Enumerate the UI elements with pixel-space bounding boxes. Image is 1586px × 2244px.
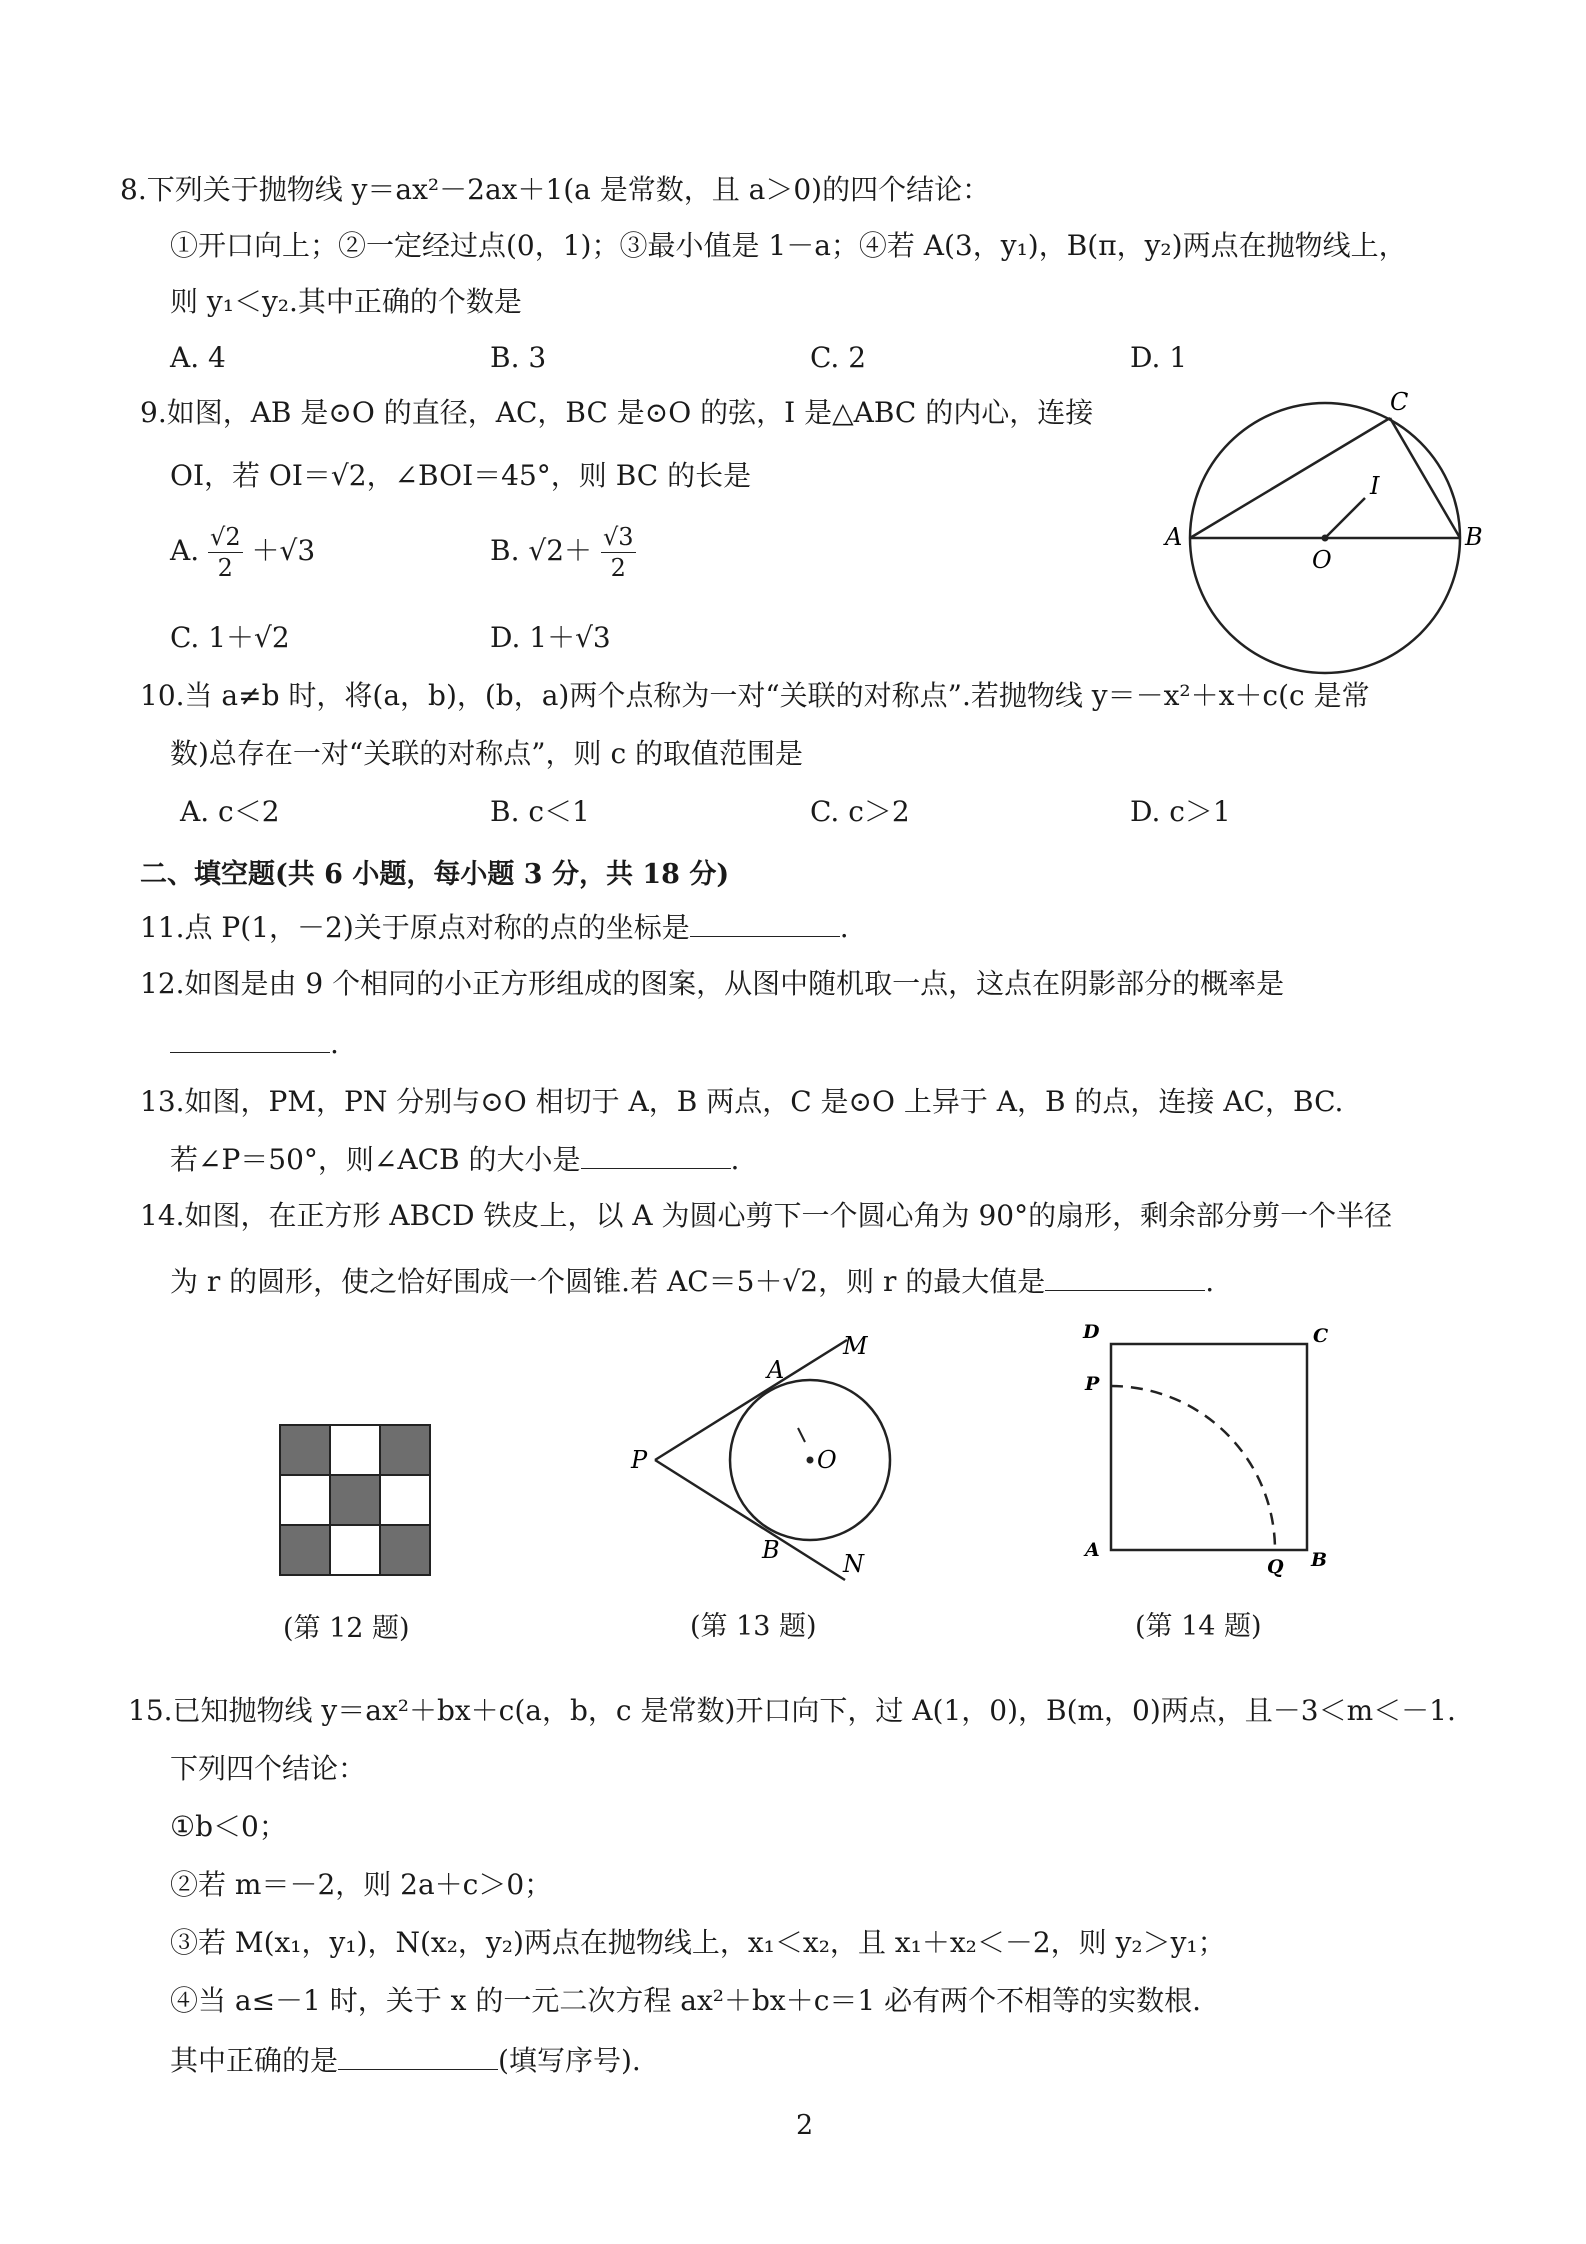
q9-option-b-numerator: √3 <box>602 523 634 551</box>
q9-option-b-prefix: B. √2＋ <box>490 534 593 567</box>
q9-option-d: D. 1＋√3 <box>490 621 611 654</box>
q11-text: 11.点 P(1，－2)关于原点对称的点的坐标是 <box>140 911 690 944</box>
q13-line2 <box>170 1140 739 1178</box>
q8-option-a: A. 4 <box>170 341 226 374</box>
q15-final-line <box>170 2041 641 2079</box>
q14-label-c: C <box>1313 1325 1329 1347</box>
q9-point-o <box>1322 535 1329 542</box>
caption-q14: (第 14 题) <box>1135 1611 1262 1642</box>
q9-option-c: C. 1＋√2 <box>170 621 290 654</box>
q13-point-o <box>807 1457 814 1464</box>
q15-conclusion-3: ③若 M(x₁，y₁)，N(x₂，y₂)两点在抛物线上，x₁＜x₂，且 x₁＋x₂＜－2，则 y₂＞y₁； <box>170 1926 1226 1959</box>
q9-label-c: C <box>1390 388 1409 416</box>
q9-option-a-prefix: A. <box>170 534 200 567</box>
q13-tangent-pm <box>655 1340 847 1460</box>
q14-label-d: D <box>1083 1321 1100 1343</box>
q12-answer-blank[interactable] <box>170 1024 330 1053</box>
q9-option-b-fraction <box>601 522 636 583</box>
q12-period: . <box>330 1027 339 1060</box>
q9-option-a-numerator: √2 <box>210 523 241 551</box>
q14-label-b: B <box>1311 1549 1328 1571</box>
q14-answer-blank[interactable] <box>1045 1262 1205 1291</box>
q9-option-b <box>490 522 636 583</box>
q11-answer-blank[interactable] <box>690 908 840 937</box>
q9-stem-line2: OI，若 OI＝√2，∠BOI＝45°，则 BC 的长是 <box>170 459 752 492</box>
q9-option-a-fraction <box>208 522 243 583</box>
q14-label-p: P <box>1085 1373 1100 1395</box>
q12-cell-1-2 <box>330 1425 380 1475</box>
q14-line2 <box>170 1262 1214 1300</box>
q15-suffix: (填写序号). <box>498 2044 641 2077</box>
q12-cell-2-2 <box>330 1475 380 1525</box>
q11-line <box>140 908 849 946</box>
q10-stem-line2: 数)总存在一对“关联的对称点”，则 c 的取值范围是 <box>170 737 804 770</box>
q12-cell-3-2 <box>330 1525 380 1575</box>
q8-option-d: D. 1 <box>1130 341 1188 374</box>
q11-period: . <box>839 911 849 944</box>
q8-stem-line3: 则 y₁＜y₂.其中正确的个数是 <box>170 285 522 318</box>
page-number: 2 <box>796 2110 814 2141</box>
q9-label-a: A <box>1165 523 1183 551</box>
q8-stem-line1: 8.下列关于抛物线 y＝ax²－2ax＋1(a 是常数，且 a＞0)的四个结论： <box>120 173 991 206</box>
q14-stem-line1: 14.如图，在正方形 ABCD 铁皮上，以 A 为圆心剪下一个圆心角为 90°的扇形，剩余部分剪一个半径 <box>140 1199 1393 1232</box>
caption-q12: (第 12 题) <box>283 1613 410 1644</box>
q9-circle-figure <box>1150 388 1483 680</box>
q15-conclusion-2: ②若 m＝－2，则 2a＋c＞0； <box>170 1868 553 1901</box>
q13-text: 若∠P＝50°，则∠ACB 的大小是 <box>170 1143 581 1176</box>
q9-option-b-denominator: 2 <box>610 554 626 582</box>
q13-radius-tick <box>798 1428 805 1442</box>
q10-stem-line1: 10.当 a≠b 时，将(a，b)，(b，a)两个点称为一对“关联的对称点”.若抛物线 y＝－x²＋x＋c(c 是常 <box>140 679 1370 712</box>
q10-option-a: A. c＜2 <box>180 795 280 828</box>
q8-stem-line2: ①开口向上；②一定经过点(0，1)；③最小值是 1－a；④若 A(3，y₁)，B(π，y₂)两点在抛物线上， <box>170 229 1407 262</box>
q12-cell-1-1 <box>280 1425 330 1475</box>
q9-option-a <box>170 522 315 583</box>
q9-label-i: I <box>1370 472 1380 500</box>
q13-label-n: N <box>843 1550 864 1578</box>
q9-stem-line1: 9.如图，AB 是⊙O 的直径，AC，BC 是⊙O 的弦，I 是△ABC 的内心，连接 <box>140 396 1094 429</box>
q13-label-b: B <box>762 1536 780 1564</box>
q10-option-d: D. c＞1 <box>1130 795 1231 828</box>
q10-option-b: B. c＜1 <box>490 795 590 828</box>
q13-period: . <box>730 1143 740 1176</box>
q14-text: 为 r 的圆形，使之恰好围成一个圆锥.若 AC＝5＋√2，则 r 的最大值是 <box>170 1265 1046 1298</box>
q9-label-o: O <box>1312 546 1332 574</box>
section-heading-fill-in: 二、填空题(共 6 小题，每小题 3 分，共 18 分) <box>140 859 730 890</box>
q14-quarter-arc <box>1111 1386 1275 1550</box>
q12-line2 <box>170 1024 339 1062</box>
q13-tangent-figure <box>625 1330 915 1590</box>
q12-cell-1-3 <box>380 1425 430 1475</box>
q9-label-b: B <box>1465 523 1483 551</box>
q14-square-figure <box>1075 1318 1345 1578</box>
q15-stem-line1: 15.已知抛物线 y＝ax²＋bx＋c(a，b，c 是常数)开口向下，过 A(1，0)，B(m，0)两点，且－3＜m＜－1. <box>128 1694 1456 1727</box>
q9-chord-bc <box>1390 418 1460 538</box>
caption-q13: (第 13 题) <box>690 1611 817 1642</box>
q12-cell-2-1 <box>280 1475 330 1525</box>
q14-period: . <box>1205 1265 1215 1298</box>
q9-option-a-denominator: 2 <box>217 554 233 582</box>
q14-label-a: A <box>1085 1539 1100 1561</box>
q8-option-c: C. 2 <box>810 341 867 374</box>
q15-stem-line2: 下列四个结论： <box>170 1752 367 1785</box>
q9-segment-oi <box>1325 498 1365 538</box>
q15-conclusion-1: ①b＜0； <box>170 1810 287 1843</box>
q13-label-m: M <box>843 1332 868 1360</box>
q15-answer-blank[interactable] <box>338 2041 498 2070</box>
q13-label-o: O <box>817 1446 837 1474</box>
q15-conclusion-4: ④当 a≤－1 时，关于 x 的一元二次方程 ax²＋bx＋c＝1 必有两个不相等的实数根. <box>170 1984 1201 2017</box>
q13-answer-blank[interactable] <box>581 1140 731 1169</box>
q13-tangent-pn <box>655 1460 845 1580</box>
q13-stem-line1: 13.如图，PM，PN 分别与⊙O 相切于 A，B 两点，C 是⊙O 上异于 A，B 的点，连接 AC，BC. <box>140 1085 1344 1118</box>
q13-label-a: A <box>767 1356 785 1384</box>
q14-square <box>1111 1344 1307 1550</box>
q12-grid-figure <box>278 1423 432 1577</box>
q12-cell-3-1 <box>280 1525 330 1575</box>
q12-stem-line1: 12.如图是由 9 个相同的小正方形组成的图案，从图中随机取一点，这点在阴影部分的概率是 <box>140 967 1285 1000</box>
q10-option-c: C. c＞2 <box>810 795 910 828</box>
q15-text: 其中正确的是 <box>170 2044 339 2077</box>
q9-chord-ac <box>1190 418 1390 538</box>
q12-cell-3-3 <box>380 1525 430 1575</box>
q8-option-b: B. 3 <box>490 341 547 374</box>
q13-label-p: P <box>631 1446 648 1474</box>
q12-cell-2-3 <box>380 1475 430 1525</box>
q14-label-q: Q <box>1267 1556 1284 1578</box>
q9-option-a-suffix: ＋√3 <box>251 534 316 567</box>
